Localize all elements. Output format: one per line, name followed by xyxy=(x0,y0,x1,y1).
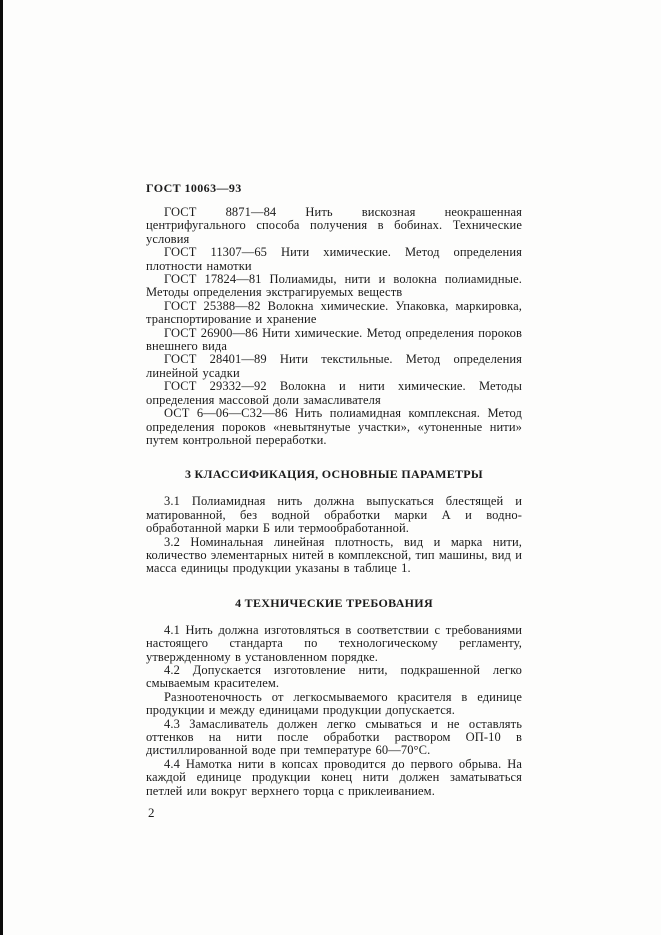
reference-paragraph: ГОСТ 8871—84 Нить вискозная неокрашенная центрифугального способа получения в бобинах. Технические условия xyxy=(146,205,522,246)
reference-paragraph: ГОСТ 25388—82 Волокна химические. Упаковка, маркировка, транспортирование и хранение xyxy=(146,298,522,327)
section-paragraph: Разноотеночность от легкосмываемого красителя в единице продукции и между единицами продукции допускается. xyxy=(146,689,522,718)
section-paragraph: 3.1 Полиамидная нить должна выпускаться блестящей и матированной, без водной обработки марки А и водно-обработанной марки Б или термообработанной. xyxy=(146,494,522,536)
page-number: 2 xyxy=(148,805,155,821)
section xyxy=(146,596,522,798)
reference-paragraph: ГОСТ 17824—81 Полиамиды, нити и волокна полиамидные. Методы определения экстрагируемых веществ xyxy=(146,272,522,300)
section-paragraph: 4.2 Допускается изготовление нити, подкрашенной легко смываемым красителем. xyxy=(146,662,522,691)
sections-container xyxy=(146,467,522,798)
document-page xyxy=(146,181,522,821)
section-paragraph: 4.1 Нить должна изготовляться в соответствии с требованиями настоящего стандарта по технологическому регламенту, утвержденному в установленном порядке. xyxy=(146,622,522,664)
scan-edge-artifact xyxy=(0,0,3,935)
section-title: 4 ТЕХНИЧЕСКИЕ ТРЕБОВАНИЯ xyxy=(235,595,433,610)
reference-paragraph: ГОСТ 26900—86 Нити химические. Метод определения пороков внешнего вида xyxy=(146,325,522,354)
document-code: ГОСТ 10063—93 xyxy=(146,181,242,195)
section-paragraph: 4.4 Намотка нити в копсах проводится до первого обрыва. На каждой единице продукции конец нити должен заматываться петлей или вокруг верхнего торца с приклеиванием. xyxy=(146,756,522,798)
references-list xyxy=(146,206,522,447)
reference-paragraph: ГОСТ 29332—92 Волокна и нити химические. Методы определения массовой доли замасливателя xyxy=(146,379,522,407)
reference-paragraph: ГОСТ 11307—65 Нити химические. Метод определения плотности намотки xyxy=(146,245,522,273)
section-paragraph: 3.2 Номинальная линейная плотность, вид и марка нити, количество элементарных нитей в комплексной, тип машины, вид и масса единицы продукции указаны в таблице 1. xyxy=(146,534,522,576)
section-title: 3 КЛАССИФИКАЦИЯ, ОСНОВНЫЕ ПАРАМЕТРЫ xyxy=(184,467,484,482)
section xyxy=(146,467,522,575)
reference-paragraph: ОСТ 6—06—С32—86 Нить полиамидная комплексная. Метод определения пороков «невытянутые участки», «утоненные нити» путем контрольной переработки. xyxy=(146,406,522,447)
section-paragraph: 4.3 Замасливатель должен легко смываться и не оставлять оттенков на нити после обработки раствором ОП-10 в дистиллированной воде при температуре 60—70°С. xyxy=(146,716,522,758)
reference-paragraph: ГОСТ 28401—89 Нити текстильные. Метод определения линейной усадки xyxy=(146,352,522,380)
